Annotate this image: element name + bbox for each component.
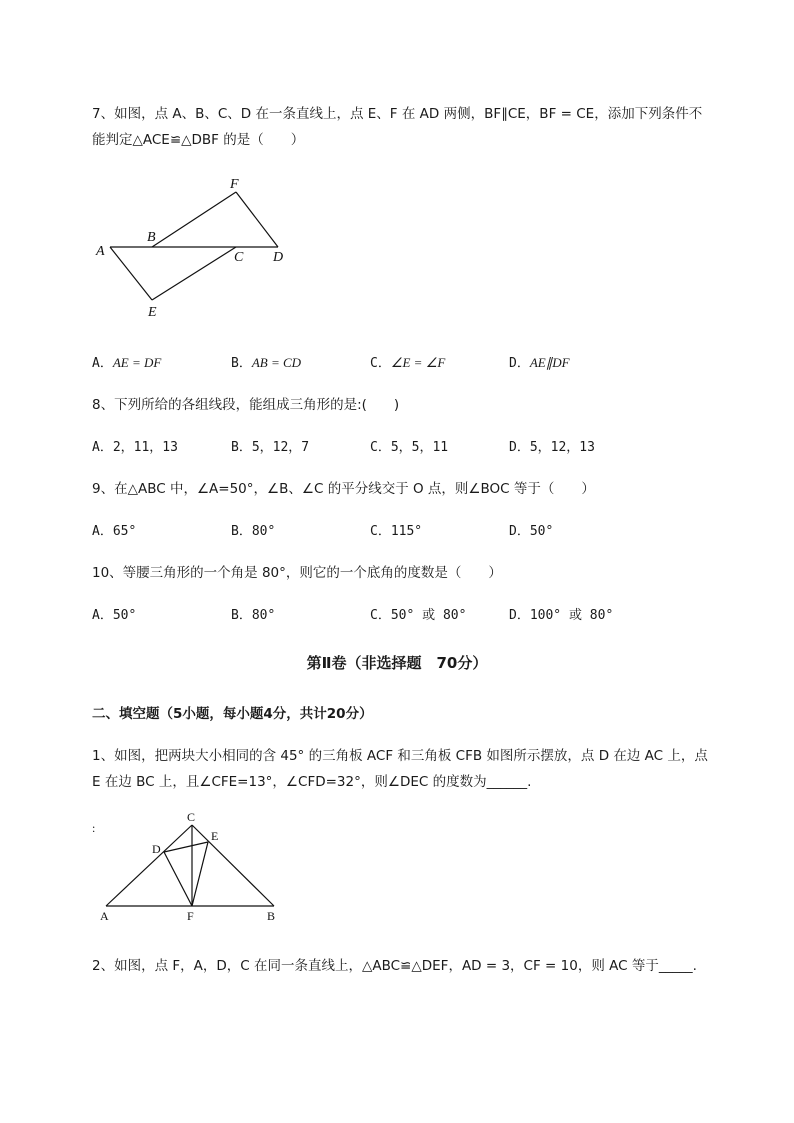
- f1-label-c: C: [187, 810, 196, 824]
- q10-option-a[interactable]: A．50°: [92, 608, 137, 623]
- q7-label-d: D: [273, 250, 284, 265]
- f1-stem-line1: 1、如图，把两块大小相同的含 45° 的三角板 ACF 和三角板 CFB 如图所示摆放，点 D 在边 AC 上，点: [92, 748, 708, 764]
- q7-figure: [90, 170, 300, 320]
- f1-label-f: F: [187, 909, 194, 923]
- q8-stem: 8、下列所给的各组线段，能组成三角形的是:( ): [92, 397, 400, 413]
- q7-stem-line2: 能判定△ACE≌△DBF 的是（ ）: [92, 132, 305, 148]
- q9-option-a[interactable]: A．65°: [92, 524, 137, 539]
- q9-option-b[interactable]: B．80°: [231, 524, 276, 539]
- q9-option-d[interactable]: D．50°: [509, 524, 554, 539]
- q10-option-b[interactable]: B．80°: [231, 608, 276, 623]
- fill-section-title: 二、填空题（5小题，每小题4分，共计20分）: [92, 706, 373, 722]
- q9-stem: 9、在△ABC 中，∠A=50°，∠B、∠C 的平分线交于 O 点，则∠BOC 等于（ ）: [92, 481, 595, 497]
- q8-option-a[interactable]: A．2，11，13: [92, 440, 178, 455]
- q7-label-e: E: [148, 305, 157, 320]
- q7-option-a[interactable]: A．AE = DF: [92, 355, 162, 371]
- q8-option-b[interactable]: B．5，12，7: [231, 440, 310, 455]
- q7-option-d[interactable]: D．AE∥DF: [509, 355, 570, 371]
- q7-option-c[interactable]: C．∠E = ∠F: [370, 355, 446, 371]
- q7-label-f: F: [230, 177, 239, 192]
- f1-label-a: A: [100, 909, 109, 923]
- f1-label-b: B: [267, 909, 276, 923]
- q9-option-c[interactable]: C．115°: [370, 524, 423, 539]
- q10-stem: 10、等腰三角形的一个角是 80°，则它的一个底角的度数是（ ）: [92, 565, 502, 581]
- f1-figure: [90, 808, 290, 926]
- q8-option-d[interactable]: D．5，12，13: [509, 440, 595, 455]
- q7-label-c: C: [234, 250, 244, 265]
- q7-label-a: A: [96, 244, 105, 259]
- f1-stray-mark: :: [92, 821, 96, 835]
- f1-label-e: E: [211, 829, 219, 843]
- f1-stem-line2: E 在边 BC 上，且∠CFE=13°，∠CFD=32°，则∠DEC 的度数为______.: [92, 774, 532, 790]
- q7-label-b: B: [147, 230, 156, 245]
- q7-stem-line1: 7、如图，点 A、B、C、D 在一条直线上，点 E、F 在 AD 两侧，BF∥CE，BF = CE，添加下列条件不: [92, 106, 703, 122]
- q7-option-b[interactable]: B．AB = CD: [231, 355, 302, 371]
- f2-stem: 2、如图，点 F，A，D，C 在同一条直线上，△ABC≌△DEF，AD = 3，CF = 10，则 AC 等于_____.: [92, 958, 697, 974]
- q10-option-d[interactable]: D．100° 或 80°: [509, 608, 614, 623]
- q10-option-c[interactable]: C．50° 或 80°: [370, 608, 467, 623]
- part2-title: 第Ⅱ卷（非选择题 70分）: [306, 654, 488, 672]
- f1-label-d: D: [152, 842, 161, 856]
- q8-option-c[interactable]: C．5，5，11: [370, 440, 449, 455]
